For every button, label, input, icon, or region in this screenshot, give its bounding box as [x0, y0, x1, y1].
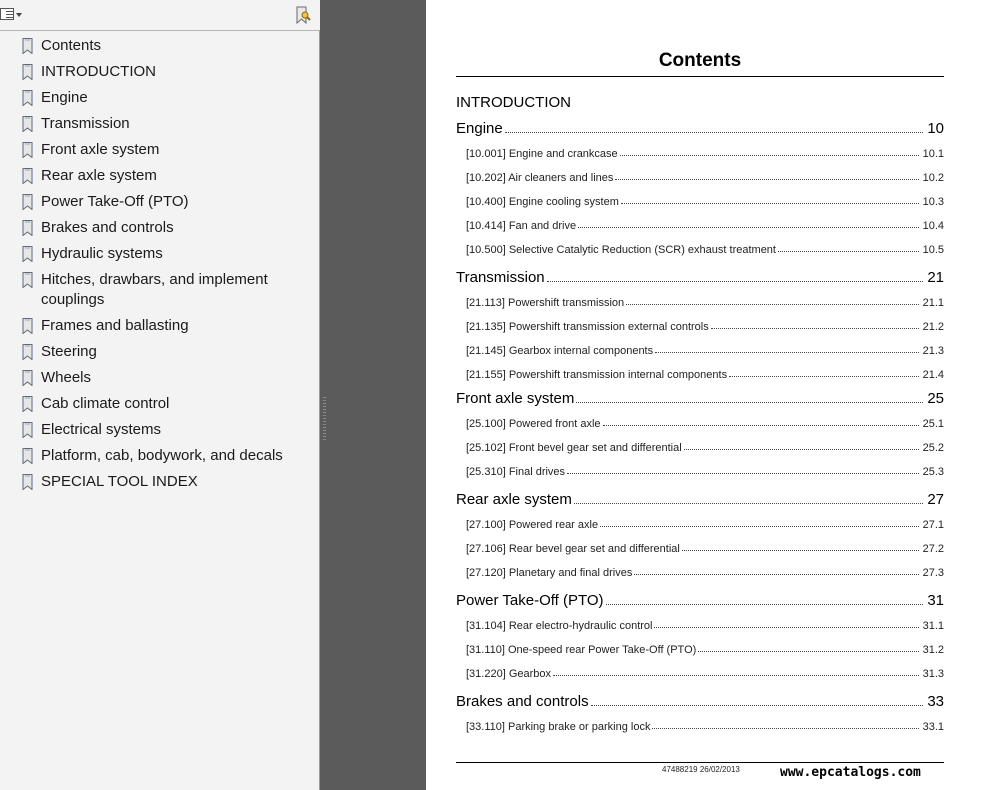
bookmark-label: Engine — [41, 89, 88, 106]
toc-page-number: 25 — [927, 390, 944, 407]
bookmark-item[interactable] — [0, 368, 318, 388]
toc-entry-label: [25.310] Final drives — [466, 466, 566, 478]
bookmark-icon — [22, 220, 34, 236]
toc-dot-leader — [547, 281, 924, 282]
toc-dot-leader — [655, 352, 918, 353]
toc-chapter-entry[interactable] — [456, 592, 944, 609]
toc-section-entry[interactable] — [466, 345, 944, 357]
toc-dot-leader — [620, 155, 919, 156]
bookmark-label: Rear axle system — [41, 167, 157, 184]
toc-dot-leader — [591, 705, 924, 706]
toc-entry-label: Transmission — [456, 269, 545, 286]
toc-dot-leader — [711, 328, 919, 329]
toc-entry-label: Brakes and controls — [456, 693, 589, 710]
toc-dot-leader — [600, 526, 918, 527]
bookmark-label: Platform, cab, bodywork, and decals — [41, 447, 283, 464]
bookmark-item[interactable] — [0, 342, 318, 362]
toc-entry-label: [33.110] Parking brake or parking lock — [466, 721, 651, 733]
toc-dot-leader — [729, 376, 919, 377]
bookmark-item[interactable] — [0, 420, 318, 440]
bookmark-label: Wheels — [41, 369, 92, 386]
bookmarks-toolbar — [0, 0, 320, 31]
bookmark-icon — [22, 168, 34, 184]
toc-page-number: 10.1 — [922, 148, 944, 160]
toc-dot-leader — [615, 179, 918, 180]
bookmark-icon — [22, 246, 34, 262]
bookmark-label: INTRODUCTION — [41, 63, 156, 80]
toc-entry-label: [10.202] Air cleaners and lines — [466, 172, 614, 184]
bookmark-label: SPECIAL TOOL INDEX — [41, 473, 198, 490]
toc-dot-leader — [567, 473, 919, 474]
toc-entry-label: [10.001] Engine and crankcase — [466, 148, 618, 160]
toc-section-entry[interactable] — [466, 148, 944, 160]
toc-section-entry[interactable] — [466, 620, 944, 632]
bookmark-label: Contents — [41, 37, 102, 54]
toc-dot-leader — [778, 251, 919, 252]
bookmark-item[interactable] — [0, 62, 318, 82]
bookmark-item[interactable] — [0, 218, 318, 238]
toc-section-entry[interactable] — [466, 721, 944, 733]
toc-page-number: 10.2 — [922, 172, 944, 184]
bookmark-item[interactable] — [0, 394, 318, 414]
toc-dot-leader — [684, 449, 919, 450]
options-menu-icon[interactable] — [0, 6, 24, 24]
toc-page-number: 31.1 — [922, 620, 944, 632]
toc-entry-label: [10.414] Fan and drive — [466, 220, 577, 232]
toc-chapter-entry[interactable] — [456, 491, 944, 508]
toc-entry-label: [27.100] Powered rear axle — [466, 519, 599, 531]
bookmark-label: Cab climate control — [41, 395, 170, 412]
toc-page-number: 25.2 — [922, 442, 944, 454]
bookmark-label: Brakes and controls — [41, 219, 174, 236]
watermark-text: www.epcatalogs.com — [780, 765, 921, 780]
bookmark-icon — [22, 370, 34, 386]
panel-splitter-handle[interactable] — [323, 397, 326, 442]
toc-section-entry[interactable] — [466, 220, 944, 232]
toc-entry-label: [27.106] Rear bevel gear set and differential — [466, 543, 680, 555]
toc-section-entry[interactable] — [466, 172, 944, 184]
toc-page-number: 10 — [927, 120, 944, 137]
document-page — [426, 0, 992, 790]
toc-dot-leader — [578, 227, 919, 228]
toc-dot-leader — [621, 203, 919, 204]
toc-section-entry[interactable] — [466, 297, 944, 309]
toc-dot-leader — [654, 627, 918, 628]
bookmark-icon — [22, 272, 34, 288]
toc-page-number: 27.3 — [922, 567, 944, 579]
bookmark-icon — [22, 422, 34, 438]
footer-document-id: 47488219 26/02/2013 — [662, 765, 740, 774]
bookmark-icon — [22, 90, 34, 106]
toc-entry-label: Engine — [456, 120, 503, 137]
bookmark-label: Electrical systems — [41, 421, 162, 438]
bookmark-label: Transmission — [41, 115, 130, 132]
bookmark-icon — [22, 318, 34, 334]
bookmarks-panel — [0, 0, 320, 790]
toc-section-entry[interactable] — [466, 567, 944, 579]
bookmark-item[interactable] — [0, 166, 318, 186]
toc-entry-label: Front axle system — [456, 390, 575, 407]
toc-section-entry[interactable] — [466, 442, 944, 454]
toc-page-number: 31 — [927, 592, 944, 609]
toc-dot-leader — [553, 675, 919, 676]
toc-page-number: 27.2 — [922, 543, 944, 555]
toc-dot-leader — [576, 402, 923, 403]
toc-page-number: 25.3 — [922, 466, 944, 478]
bookmark-icon — [22, 344, 34, 360]
bookmark-label: Steering — [41, 343, 97, 360]
bookmark-icon — [22, 64, 34, 80]
bookmark-item[interactable] — [0, 88, 318, 108]
toc-entry-label: [27.120] Planetary and final drives — [466, 567, 633, 579]
toc-chapter-entry[interactable] — [456, 120, 944, 137]
toc-chapter-entry[interactable] — [456, 269, 944, 286]
toc-page-number: 10.4 — [922, 220, 944, 232]
title-divider — [456, 76, 944, 77]
bookmark-item[interactable] — [0, 316, 318, 336]
toc-page-number: 31.2 — [922, 644, 944, 656]
toc-page-number: 21.1 — [922, 297, 944, 309]
toc-entry-label: [31.110] One-speed rear Power Take-Off (PTO) — [466, 644, 697, 656]
toc-section-entry[interactable] — [466, 644, 944, 656]
bookmark-label: Power Take-Off (PTO) — [41, 193, 189, 210]
toc-entry-label: [25.100] Powered front axle — [466, 418, 601, 430]
bookmark-icon — [22, 474, 34, 490]
find-bookmark-icon[interactable] — [294, 6, 312, 24]
toc-page-number: 31.3 — [922, 668, 944, 680]
toc-dot-leader — [634, 574, 918, 575]
toc-dot-leader — [652, 728, 918, 729]
bookmark-item[interactable] — [0, 244, 318, 264]
bookmark-item[interactable] — [0, 114, 318, 134]
toc-page-number: 10.5 — [922, 244, 944, 256]
toc-entry-label: Power Take-Off (PTO) — [456, 592, 604, 609]
toc-page-number: 27.1 — [922, 519, 944, 531]
bookmark-label: Frames and ballasting — [41, 317, 189, 334]
toc-entry-label: Rear axle system — [456, 491, 572, 508]
toc-entry-label: [21.135] Powershift transmission external controls — [466, 321, 709, 333]
toc-page-number: 21 — [927, 269, 944, 286]
toc-entry-label: [21.145] Gearbox internal components — [466, 345, 654, 357]
toc-dot-leader — [603, 425, 919, 426]
toc-section-entry[interactable] — [466, 244, 944, 256]
toc-page-number: 10.3 — [922, 196, 944, 208]
toc-entry-label: [31.104] Rear electro-hydraulic control — [466, 620, 653, 632]
toc-page-number: 21.2 — [922, 321, 944, 333]
toc-entry-label: [25.102] Front bevel gear set and differential — [466, 442, 682, 454]
bookmark-item[interactable] — [0, 192, 318, 212]
bookmark-icon — [22, 38, 34, 54]
bookmark-icon — [22, 142, 34, 158]
bookmark-item[interactable] — [0, 270, 318, 310]
toc-section-entry[interactable] — [466, 369, 944, 381]
toc-entry-label: [10.400] Engine cooling system — [466, 196, 619, 208]
toc-section-entry[interactable] — [466, 466, 944, 478]
bookmark-label: Hydraulic systems — [41, 245, 163, 262]
toc-entry-label: [31.220] Gearbox — [466, 668, 552, 680]
toc-dot-leader — [606, 604, 924, 605]
page-title: Contents — [658, 50, 742, 71]
toc-entry-label: [10.500] Selective Catalytic Reduction (SCR) exhaust treatment — [466, 244, 776, 256]
bookmark-icon — [22, 448, 34, 464]
toc-introduction[interactable]: INTRODUCTION — [456, 94, 571, 111]
toc-dot-leader — [574, 503, 923, 504]
footer-divider — [456, 762, 944, 763]
bookmark-label: Hitches, drawbars, and implement couplings — [41, 271, 268, 308]
bookmark-item[interactable] — [0, 446, 318, 466]
bookmark-icon — [22, 116, 34, 132]
toc-dot-leader — [682, 550, 919, 551]
toc-section-entry[interactable] — [466, 321, 944, 333]
toc-entry-label: [21.155] Powershift transmission internal components — [466, 369, 728, 381]
toc-page-number: 25.1 — [922, 418, 944, 430]
toc-page-number: 27 — [927, 491, 944, 508]
toc-dot-leader — [505, 132, 924, 133]
toc-section-entry[interactable] — [466, 543, 944, 555]
toc-section-entry[interactable] — [466, 418, 944, 430]
toc-entry-label: [21.113] Powershift transmission — [466, 297, 625, 309]
toc-section-entry[interactable] — [466, 519, 944, 531]
toc-chapter-entry[interactable] — [456, 390, 944, 407]
toc-page-number: 33.1 — [922, 721, 944, 733]
bookmark-item[interactable] — [0, 36, 318, 56]
toc-dot-leader — [626, 304, 918, 305]
bookmark-icon — [22, 396, 34, 412]
toc-chapter-entry[interactable] — [456, 693, 944, 710]
bookmark-icon — [22, 194, 34, 210]
bookmark-label: Front axle system — [41, 141, 160, 158]
toc-section-entry[interactable] — [466, 196, 944, 208]
bookmark-item[interactable] — [0, 472, 318, 492]
bookmark-list — [0, 36, 318, 498]
bookmark-item[interactable] — [0, 140, 318, 160]
toc-page-number: 21.4 — [922, 369, 944, 381]
toc-section-entry[interactable] — [466, 668, 944, 680]
toc-dot-leader — [698, 651, 918, 652]
toc-page-number: 33 — [927, 693, 944, 710]
toc-page-number: 21.3 — [922, 345, 944, 357]
